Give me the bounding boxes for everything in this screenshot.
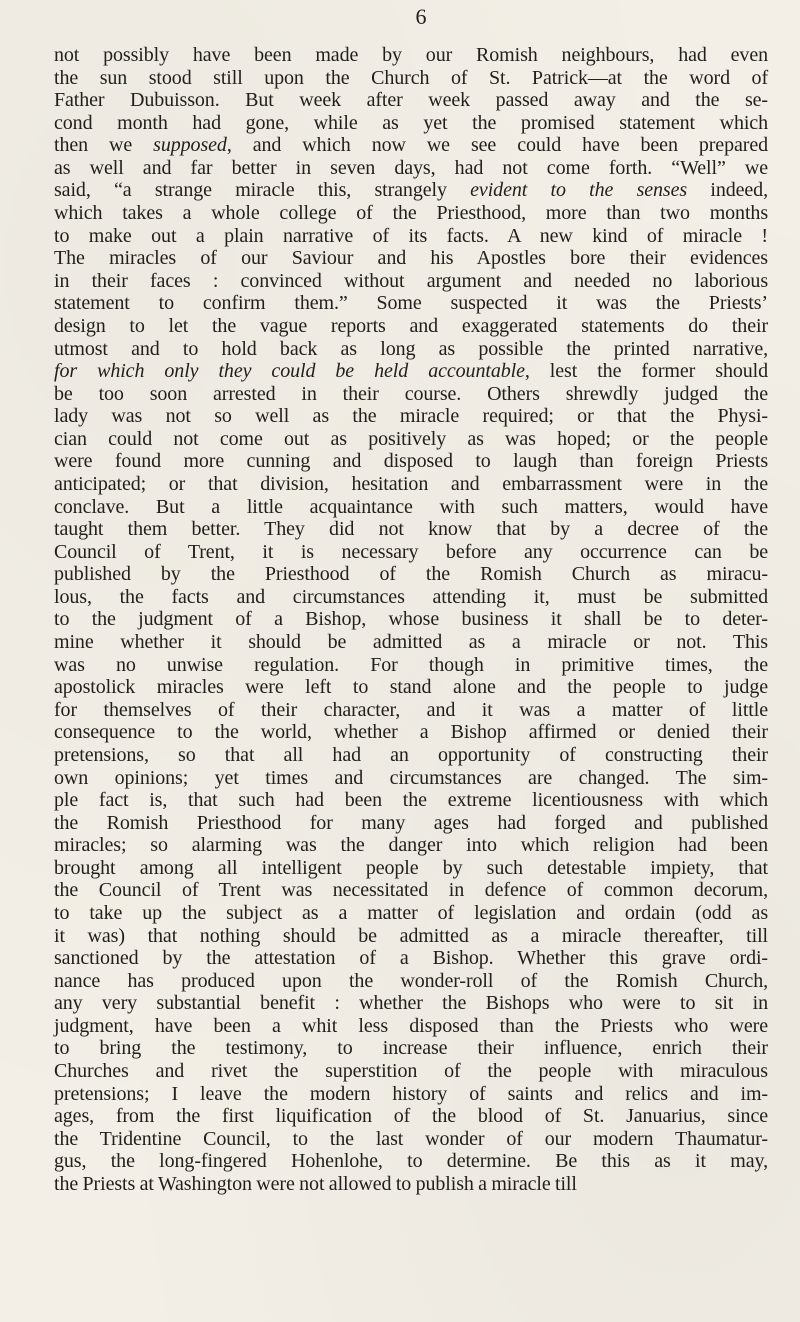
text-line: then we supposed, and which now we see could have been prepared — [54, 134, 768, 157]
text-line: consequence to the world, whether a Bishop affirmed or denied their — [54, 721, 768, 744]
text-line: pretensions, so that all had an opportunity of constructing their — [54, 743, 768, 766]
text-line: not possibly have been made by our Romish neighbours, had even — [54, 44, 768, 66]
text-line: any very substantial benefit : whether the Bishops who were to sit in — [54, 992, 768, 1015]
text-line: the Council of Trent was necessitated in defence of common decorum, — [54, 879, 768, 902]
text-line: ple fact is, that such had been the extreme licentiousness with which — [54, 789, 768, 812]
text-line: were found more cunning and disposed to laugh than foreign Priests — [54, 450, 768, 473]
text-line: gus, the long-fingered Hohenlohe, to determine. Be this as it may, — [54, 1150, 768, 1173]
text-line: the sun stood still upon the Church of St. Patrick—at the word of — [54, 66, 768, 89]
text-line: in their faces : convinced without argument and needed no laborious — [54, 269, 768, 292]
text-line: own opinions; yet times and circumstances are changed. The sim- — [54, 766, 768, 789]
text-line: which takes a whole college of the Priesthood, more than two months — [54, 202, 768, 225]
text-line: Council of Trent, it is necessary before any occurrence can be — [54, 540, 768, 563]
text-line: be too soon arrested in their course. Others shrewdly judged the — [54, 382, 768, 405]
text-line: the Romish Priesthood for many ages had forged and published — [54, 811, 768, 834]
text-line: Churches and rivet the superstition of the people with miraculous — [54, 1060, 768, 1083]
text-line: design to let the vague reports and exaggerated statements do their — [54, 314, 768, 337]
text-line: the Priests at Washington were not allowed to publish a miracle till — [54, 1172, 577, 1195]
text-line: lous, the facts and circumstances attending it, must be submitted — [54, 585, 768, 608]
page-number: 6 — [415, 4, 427, 29]
text-line: pretensions; I leave the modern history of saints and relics and im- — [54, 1082, 768, 1105]
text-line: to take up the subject as a matter of legislation and ordain (odd as — [54, 901, 768, 924]
text-line: ages, from the first liquification of the blood of St. Januarius, since — [54, 1105, 768, 1128]
text-line: it was) that nothing should be admitted as a miracle thereafter, till — [54, 924, 768, 947]
text-line: lady was not so well as the miracle required; or that the Physi- — [54, 405, 768, 428]
text-line: to make out a plain narrative of its facts. A new kind of miracle ! — [54, 224, 768, 247]
text-line: brought among all intelligent people by such detestable impiety, that — [54, 856, 768, 879]
text-line: apostolick miracles were left to stand alone and the people to judge — [54, 676, 768, 699]
text-line: judgment, have been a whit less disposed than the Priests who were — [54, 1014, 768, 1037]
text-line: mine whether it should be admitted as a miracle or not. This — [54, 631, 768, 654]
text-line: as well and far better in seven days, had not come forth. “Well” we — [54, 156, 768, 179]
text-line: taught them better. They did not know that by a decree of the — [54, 518, 768, 541]
text-line: statement to confirm them.” Some suspected it was the Priests’ — [54, 292, 768, 315]
text-line: cond month had gone, while as yet the promised statement which — [54, 111, 768, 134]
text-line: the Tridentine Council, to the last wonder of our modern Thaumatur- — [54, 1127, 768, 1150]
text-line: sanctioned by the attestation of a Bishop. Whether this grave ordi- — [54, 947, 768, 970]
text-line: said, “a strange miracle this, strangely evident to the senses indeed, — [54, 179, 768, 202]
italic-text: evident to the senses — [470, 179, 688, 202]
text-line: was no unwise regulation. For though in primitive times, the — [54, 653, 768, 676]
text-line: cian could not come out as positively as was hoped; or the people — [54, 427, 768, 450]
text-line: The miracles of our Saviour and his Apostles bore their evidences — [54, 247, 768, 270]
italic-text: supposed — [153, 134, 227, 157]
text-line: conclave. But a little acquaintance with such matters, would have — [54, 495, 768, 518]
text-line: nance has produced upon the wonder-roll of the Romish Church, — [54, 969, 768, 992]
text-line: for themselves of their character, and it was a matter of little — [54, 698, 768, 721]
text-line: anticipated; or that division, hesitation and embarrassment were in the — [54, 472, 768, 495]
text-line: to the judgment of a Bishop, whose business it shall be to deter- — [54, 608, 768, 631]
text-line: published by the Priesthood of the Romish Church as miracu- — [54, 563, 768, 586]
text-line: for which only they could be held accountable, lest the former should — [54, 360, 768, 383]
text-line: miracles; so alarming was the danger into which religion had been — [54, 834, 768, 857]
italic-text: for which only they could be held accountable — [54, 360, 525, 383]
body-text — [54, 44, 768, 1195]
text-line: to bring the testimony, to increase their influence, enrich their — [54, 1037, 768, 1060]
text-line: utmost and to hold back as long as possible the printed narrative, — [54, 337, 768, 360]
text-line: Father Dubuisson. But week after week passed away and the se- — [54, 89, 768, 112]
